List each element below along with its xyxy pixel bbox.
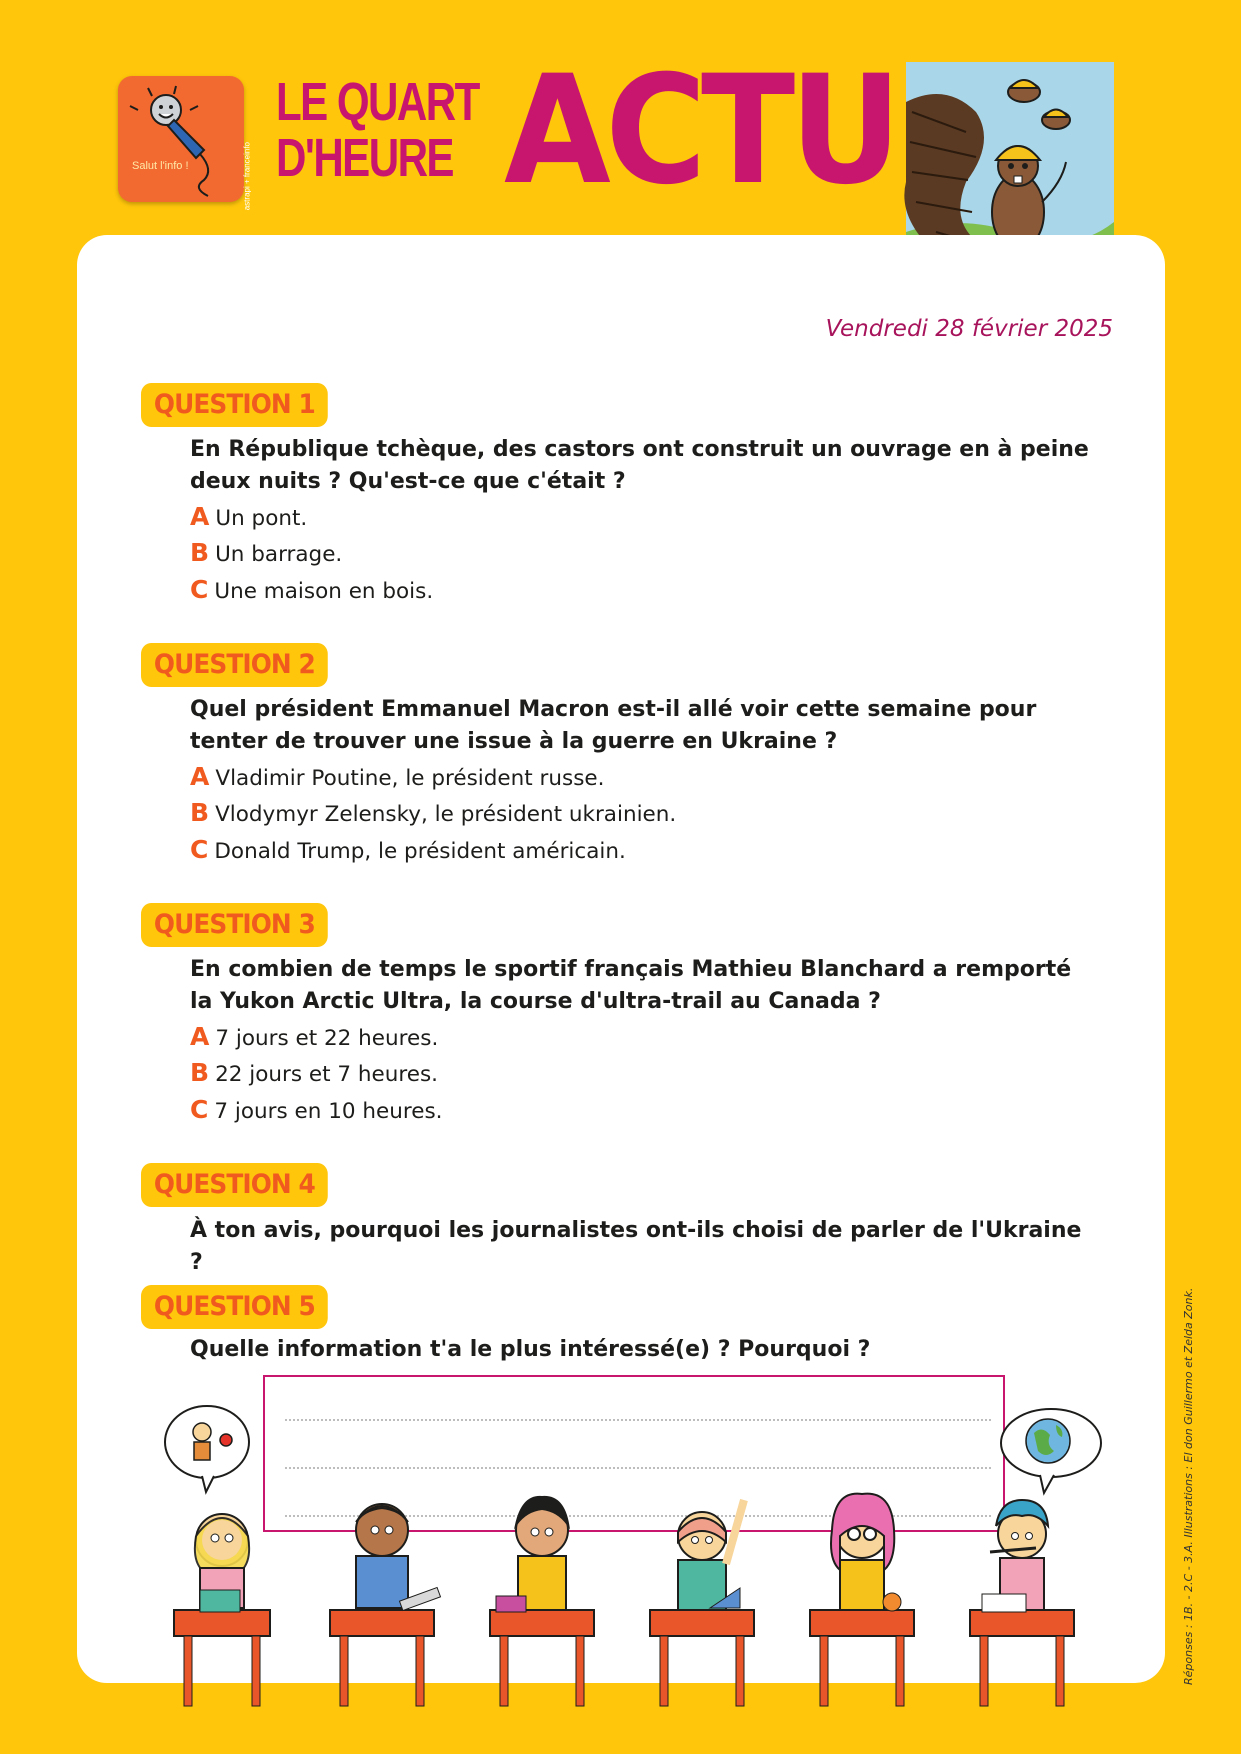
kids-illustration	[160, 1460, 1120, 1720]
answer-text: Un pont.	[215, 506, 308, 531]
question-3-answer-c[interactable]	[190, 1095, 443, 1127]
question-3-answer-b[interactable]	[190, 1058, 438, 1090]
answers-credits: Réponses : 1B. - 2.C - 3.A. Illustrations : El don Guillermo et Zelda Zonk.	[1182, 1287, 1195, 1685]
title-line-1: LE QUART	[276, 72, 479, 132]
quiz-date: Vendredi 28 février 2025	[825, 316, 1113, 342]
logo-tagline: Salut l'info !	[132, 160, 189, 172]
kid-6	[970, 1500, 1074, 1706]
question-2-answer-c[interactable]	[190, 835, 626, 867]
answer-letter: C	[190, 835, 209, 864]
kid-1	[174, 1514, 270, 1706]
kid-4	[650, 1500, 754, 1706]
answer-text: Vlodymyr Zelensky, le président ukrainien.	[215, 802, 677, 827]
answer-text: Une maison en bois.	[214, 579, 434, 604]
question-5-badge: QUESTION 5	[141, 1285, 328, 1329]
question-1-answer-a[interactable]	[190, 502, 307, 534]
answer-text: Vladimir Poutine, le président russe.	[215, 766, 605, 791]
answer-text: 22 jours et 7 heures.	[215, 1062, 438, 1087]
kid-2	[330, 1504, 441, 1706]
question-2-answer-b[interactable]	[190, 798, 676, 830]
answer-letter: A	[190, 502, 210, 531]
title-actu: ACTU	[504, 44, 897, 218]
question-2-answer-a[interactable]	[190, 762, 604, 794]
question-1-answer-b[interactable]	[190, 538, 342, 570]
question-2-text: Quel président Emmanuel Macron est-il allé voir cette semaine pour tenter de trouver une issue à la guerre en Ukraine ?	[190, 697, 1037, 754]
question-1-text: En République tchèque, des castors ont construit un ouvrage en à peine deux nuits ? Qu'est-ce que c'était ?	[190, 437, 1089, 494]
answer-letter: C	[190, 1095, 209, 1124]
salut-info-logo	[118, 76, 251, 211]
question-3-text: En combien de temps le sportif français Mathieu Blanchard a remporté la Yukon Arctic Ultra, la course d'ultra-trail au Canada ?	[190, 957, 1072, 1014]
answer-text: Donald Trump, le président américain.	[214, 839, 626, 864]
microphone-icon	[118, 76, 244, 202]
question-3-badge: QUESTION 3	[141, 903, 328, 947]
title-small	[276, 74, 479, 186]
answer-letter: B	[190, 798, 210, 827]
logo-brand: astrapi + franceinfo	[242, 142, 251, 211]
kid-3	[490, 1496, 594, 1706]
kid-5	[810, 1494, 914, 1706]
question-5-text: Quelle information t'a le plus intéressé(e) ? Pourquoi ?	[190, 1337, 871, 1362]
dotted-line	[285, 1419, 991, 1421]
answer-letter: B	[190, 1058, 210, 1087]
title-line-2: D'HEURE	[276, 128, 453, 188]
answer-letter: C	[190, 575, 209, 604]
question-2-badge: QUESTION 2	[141, 643, 328, 687]
answer-text: 7 jours et 22 heures.	[215, 1026, 439, 1051]
question-3-answer-a[interactable]	[190, 1022, 438, 1054]
kids-at-desks-icon	[160, 1460, 1120, 1720]
answer-letter: A	[190, 762, 210, 791]
answer-letter: B	[190, 538, 210, 567]
question-4-text: À ton avis, pourquoi les journalistes ont-ils choisi de parler de l'Ukraine ?	[190, 1218, 1082, 1275]
answer-text: Un barrage.	[215, 542, 343, 567]
question-1-answer-c[interactable]	[190, 575, 433, 607]
question-1-badge: QUESTION 1	[141, 383, 328, 427]
answer-text: 7 jours en 10 heures.	[214, 1099, 443, 1124]
answer-letter: A	[190, 1022, 210, 1051]
question-4-badge: QUESTION 4	[141, 1163, 328, 1207]
